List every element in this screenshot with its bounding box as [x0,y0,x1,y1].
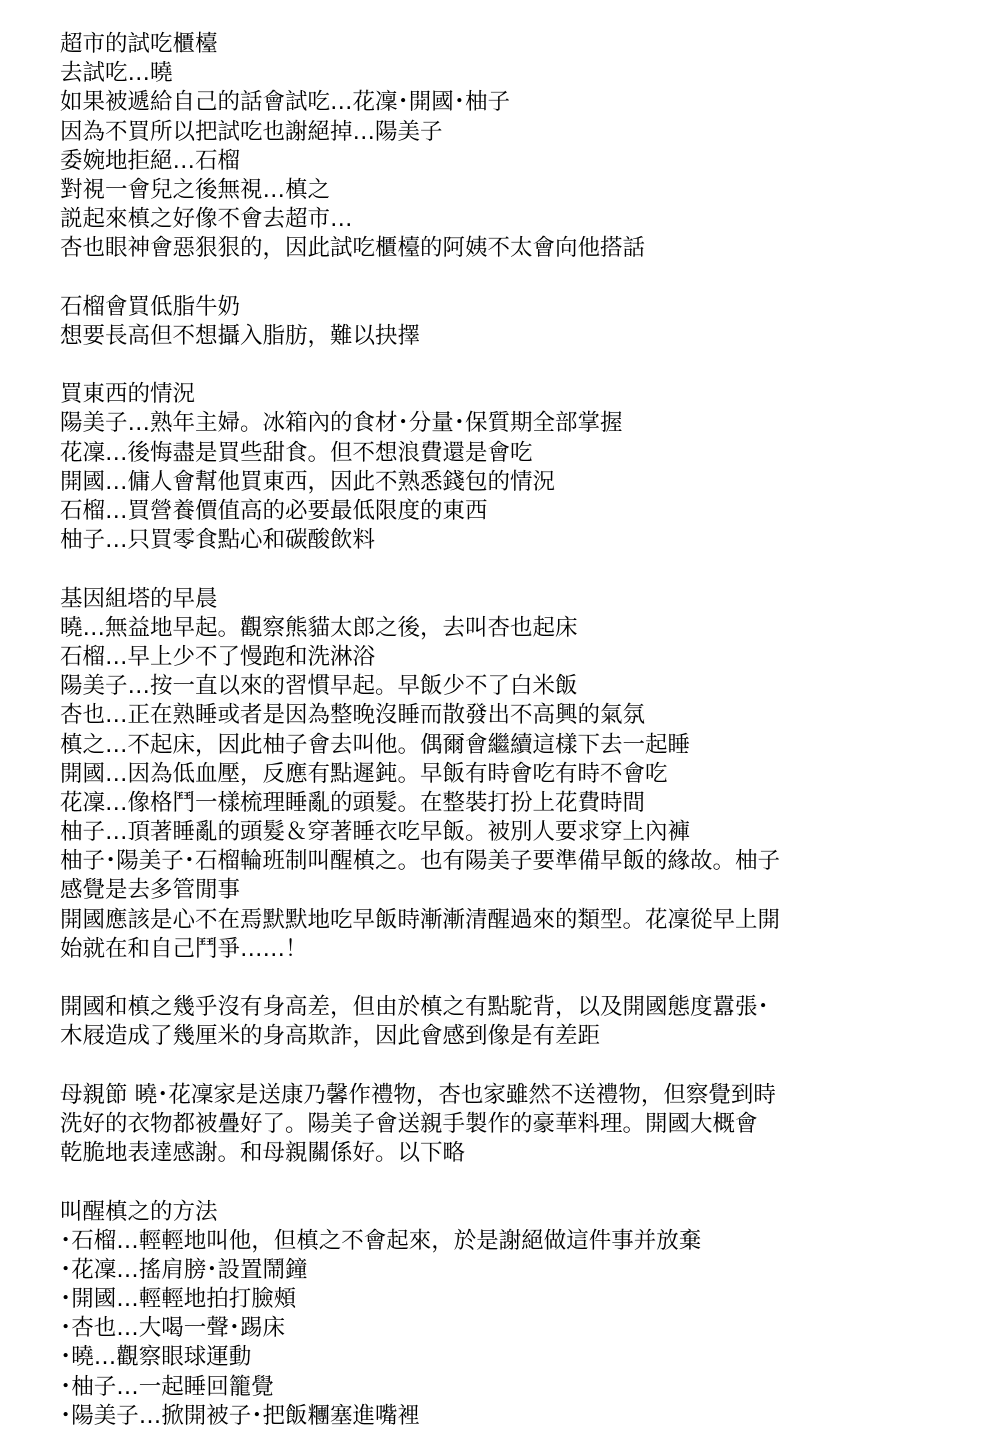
text-line: 對視一會兒之後無視…槙之 [60,176,331,203]
text-line: 洗好的衣物都被疊好了。陽美子會送親手製作的豪華料理。開國大概會 [60,1110,758,1137]
text-line: 叫醒槙之的方法 [60,1198,218,1225]
text-line: 委婉地拒絕…石榴 [60,147,241,174]
text-line: 開國和槙之幾乎沒有身高差，但由於槙之有點駝背，以及開國態度囂張･ [60,994,769,1021]
text-line: 想要長高但不想攝入脂肪，難以抉擇 [60,322,421,349]
text-line: 買東西的情況 [60,381,196,408]
text-line: 基因組塔的早晨 [60,585,218,612]
text-section [60,1081,980,1169]
text-line: ･花凜…搖肩膀･設置鬧鐘 [60,1256,308,1283]
text-line: 陽美子…熟年主婦。冰箱內的食材･分量･保質期全部掌握 [60,410,623,437]
text-line: 柚子…只買零食點心和碳酸飲料 [60,527,376,554]
text-section [60,380,980,555]
text-line: 曉…無益地早起。觀察熊貓太郎之後，去叫杏也起床 [60,614,578,641]
text-line: ･陽美子…掀開被子･把飯糰塞進嘴裡 [60,1402,421,1429]
text-line: 杏也眼神會惡狠狠的，因此試吃櫃檯的阿姨不太會向他搭話 [60,235,646,262]
text-line: ･柚子…一起睡回籠覺 [60,1373,274,1400]
text-line: 如果被遞給自己的話會試吃…花凜･開國･柚子 [60,89,511,116]
text-line: 始就在和自己鬥爭……！ [60,935,308,962]
paragraph-gap [60,555,980,584]
document-page [60,30,980,1431]
text-section [60,293,980,351]
text-section [60,1198,980,1432]
text-line: 開國應該是心不在焉默默地吃早飯時漸漸清醒過來的類型。花凜從早上開 [60,906,781,933]
text-line: 花凜…像格鬥一樣梳理睡亂的頭髮。在整裝打扮上花費時間 [60,789,646,816]
text-line: 石榴會買低脂牛奶 [60,293,241,320]
text-line: 母親節 曉･花凜家是送康乃馨作禮物，杏也家雖然不送禮物，但察覺到時 [60,1081,776,1108]
text-line: 超市的試吃櫃檯 [60,31,218,57]
text-section [60,585,980,964]
paragraph-gap [60,264,980,293]
text-line: 木屐造成了幾厘米的身高欺詐，因此會感到像是有差距 [60,1023,601,1050]
text-line: 感覺是去多管閒事 [60,877,241,904]
text-line: 花凜…後悔盡是買些甜食。但不想浪費還是會吃 [60,439,533,466]
text-line: 陽美子…按一直以來的習慣早起。早飯少不了白米飯 [60,673,578,700]
text-line: 説起來槙之好像不會去超市… [60,206,353,233]
text-line: 槙之…不起床，因此柚子會去叫他。偶爾會繼續這樣下去一起睡 [60,731,691,758]
text-section [60,30,980,264]
text-line: 開國…傭人會幫他買東西，因此不熟悉錢包的情況 [60,468,556,495]
text-line: 因為不買所以把試吃也謝絕掉…陽美子 [60,118,443,145]
text-line: 石榴…早上少不了慢跑和洗淋浴 [60,643,376,670]
text-line: ･石榴…輕輕地叫他，但槙之不會起來，於是謝絕做這件事并放棄 [60,1227,702,1254]
text-line: 柚子･陽美子･石榴輪班制叫醒槙之。也有陽美子要準備早飯的緣故。柚子 [60,848,781,875]
text-line: ･開國…輕輕地拍打臉頰 [60,1286,297,1313]
paragraph-gap [60,1168,980,1197]
paragraph-gap [60,1052,980,1081]
text-line: 杏也…正在熟睡或者是因為整晚沒睡而散發出不高興的氣氛 [60,702,646,729]
text-line: 開國…因為低血壓，反應有點遲鈍。早飯有時會吃有時不會吃 [60,760,668,787]
text-line: ･杏也…大喝一聲･踢床 [60,1315,286,1342]
text-line: 乾脆地表達感謝。和母親關係好。以下略 [60,1140,466,1167]
text-line: ･曉…觀察眼球運動 [60,1344,252,1371]
paragraph-gap [60,351,980,380]
text-line: 柚子…頂著睡亂的頭髮＆穿著睡衣吃早飯。被別人要求穿上內褲 [60,819,691,846]
paragraph-gap [60,964,980,993]
text-line: 去試吃…曉 [60,60,173,87]
text-line: 石榴…買營養價值高的必要最低限度的東西 [60,498,488,524]
text-section [60,993,980,1051]
